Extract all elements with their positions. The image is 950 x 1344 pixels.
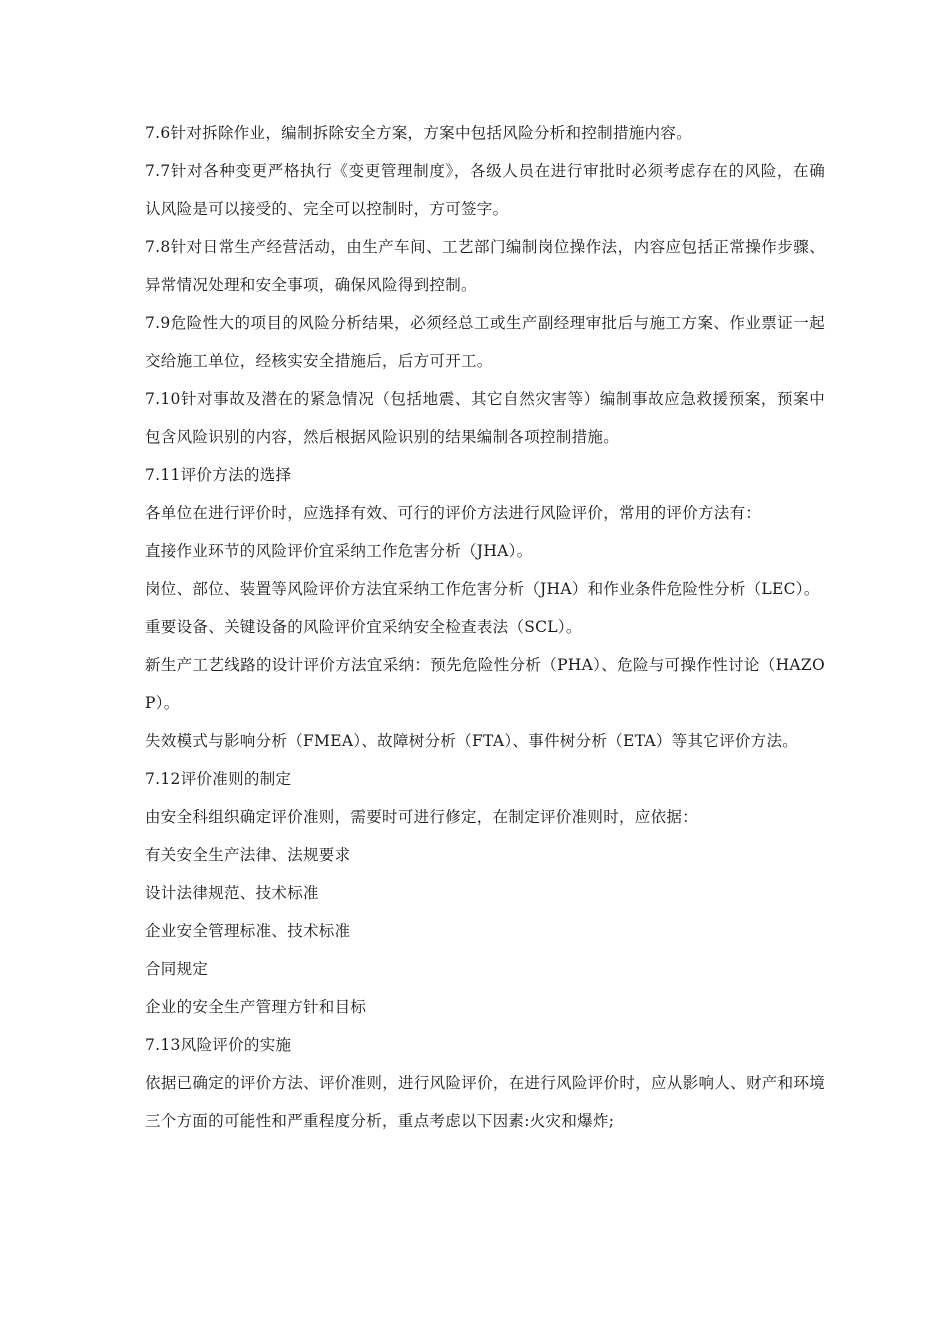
- list-item-criteria-enterprise: 企业安全管理标准、技术标准: [145, 922, 351, 940]
- paragraph-method-pha-hazop: 新生产工艺线路的设计评价方法宜采纳：预先危险性分析（PHA）、危险与可操作性讨论（HAZOP）。: [145, 656, 825, 712]
- paragraph-method-scl: 重要设备、关键设备的风险评价宜采纳安全检查表法（SCL）。: [145, 618, 582, 636]
- document-body: [145, 114, 825, 1140]
- paragraph-7-10: 7.10针对事故及潜在的紧急情况（包括地震、其它自然灾害等）编制事故应急救援预案，预案中包含风险识别的内容，然后根据风险识别的结果编制各项控制措施。: [145, 390, 825, 446]
- paragraph-7-9: 7.9危险性大的项目的风险分析结果，必须经总工或生产副经理审批后与施工方案、作业票证一起交给施工单位，经核实安全措施后，后方可开工。: [145, 314, 825, 370]
- paragraph-7-7: 7.7针对各种变更严格执行《变更管理制度》，各级人员在进行审批时必须考虑存在的风险，在确认风险是可以接受的、完全可以控制时，方可签字。: [145, 162, 825, 218]
- paragraph-method-jha: 直接作业环节的风险评价宜采纳工作危害分析（JHA）。: [145, 542, 533, 560]
- list-item-criteria-policy: 企业的安全生产管理方针和目标: [145, 998, 367, 1016]
- paragraph-implementation: 依据已确定的评价方法、评价准则，进行风险评价，在进行风险评价时，应从影响人、财产和环境三个方面的可能性和严重程度分析，重点考虑以下因素:火灾和爆炸;: [145, 1074, 825, 1130]
- heading-7-13: 7.13风险评价的实施: [145, 1036, 292, 1054]
- heading-7-11: 7.11评价方法的选择: [145, 466, 292, 484]
- paragraph-7-8: 7.8针对日常生产经营活动，由生产车间、工艺部门编制岗位操作法，内容应包括正常操作步骤、异常情况处理和安全事项，确保风险得到控制。: [145, 238, 825, 294]
- list-item-criteria-laws: 有关安全生产法律、法规要求: [145, 846, 351, 864]
- paragraph-method-fmea-fta-eta: 失效模式与影响分析（FMEA）、故障树分析（FTA）、事件树分析（ETA）等其它评价方法。: [145, 732, 799, 750]
- paragraph-methods-intro: 各单位在进行评价时，应选择有效、可行的评价方法进行风险评价，常用的评价方法有：: [145, 504, 762, 522]
- list-item-criteria-design: 设计法律规范、技术标准: [145, 884, 319, 902]
- list-item-criteria-contract: 合同规定: [145, 960, 209, 978]
- heading-7-12: 7.12评价准则的制定: [145, 770, 292, 788]
- paragraph-7-6: 7.6针对拆除作业，编制拆除安全方案，方案中包括风险分析和控制措施内容。: [145, 124, 692, 142]
- paragraph-method-lec: 岗位、部位、装置等风险评价方法宜采纳工作危害分析（JHA）和作业条件危险性分析（LEC）。: [145, 580, 820, 598]
- paragraph-criteria-intro: 由安全科组织确定评价准则，需要时可进行修定，在制定评价准则时，应依据：: [145, 808, 699, 826]
